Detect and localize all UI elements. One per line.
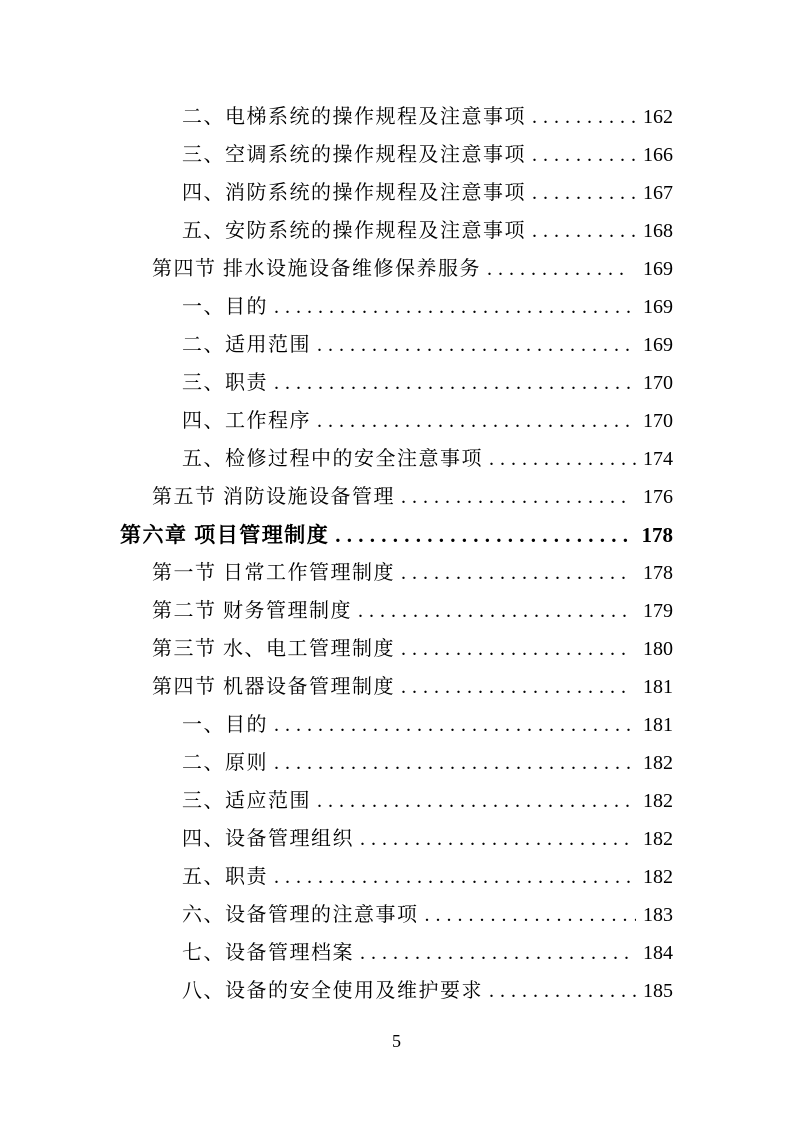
toc-dot-leader <box>401 630 629 668</box>
toc-dot-leader <box>532 136 636 174</box>
toc-entry-label: 第三节 水、电工管理制度 <box>152 638 395 660</box>
toc-entry-label: 二、电梯系统的操作规程及注意事项 <box>182 106 526 128</box>
toc-entry-page-number: 167 <box>643 182 673 204</box>
toc-dot-leader <box>532 212 636 250</box>
toc-entry-page-number: 170 <box>643 410 673 432</box>
toc-dot-leader <box>358 592 629 630</box>
toc-dot-leader <box>274 288 636 326</box>
toc-dot-leader <box>274 744 636 782</box>
toc-entry-label: 七、设备管理档案 <box>182 942 354 964</box>
toc-entry-page-number: 185 <box>643 980 673 1002</box>
toc-entry <box>120 440 673 478</box>
table-of-contents <box>120 98 673 1010</box>
toc-entry <box>120 402 673 440</box>
toc-dot-leader <box>360 934 636 972</box>
toc-dot-leader <box>489 972 636 1010</box>
toc-entry-page-number: 174 <box>643 448 673 470</box>
toc-entry-label: 第四节 排水设施设备维修保养服务 <box>152 258 481 280</box>
toc-entry <box>120 782 673 820</box>
toc-entry-page-number: 169 <box>643 258 673 280</box>
toc-dot-leader <box>335 516 627 554</box>
toc-entry <box>120 364 673 402</box>
toc-entry <box>120 326 673 364</box>
toc-entry <box>120 668 673 706</box>
page-footer <box>0 1030 793 1052</box>
toc-dot-leader <box>489 440 636 478</box>
toc-entry-label: 三、空调系统的操作规程及注意事项 <box>182 144 526 166</box>
toc-entry-page-number: 162 <box>643 106 673 128</box>
toc-entry <box>120 972 673 1010</box>
toc-entry <box>120 250 673 288</box>
toc-dot-leader <box>274 706 636 744</box>
toc-entry <box>120 478 673 516</box>
toc-entry <box>120 706 673 744</box>
toc-entry-page-number: 178 <box>641 523 673 547</box>
toc-entry <box>120 554 673 592</box>
toc-entry <box>120 98 673 136</box>
toc-entry-page-number: 180 <box>643 638 673 660</box>
toc-dot-leader <box>401 554 629 592</box>
toc-entry <box>120 630 673 668</box>
toc-entry-label: 四、消防系统的操作规程及注意事项 <box>182 182 526 204</box>
toc-dot-leader <box>274 364 636 402</box>
toc-entry <box>120 744 673 782</box>
toc-entry <box>120 136 673 174</box>
toc-entry-label: 第四节 机器设备管理制度 <box>152 676 395 698</box>
toc-dot-leader <box>532 98 636 136</box>
toc-entry <box>120 516 673 554</box>
toc-entry-label: 第一节 日常工作管理制度 <box>152 562 395 584</box>
page-number: 5 <box>392 1031 401 1051</box>
toc-entry-label: 二、适用范围 <box>182 334 311 356</box>
toc-entry <box>120 288 673 326</box>
toc-dot-leader <box>401 478 629 516</box>
toc-entry-page-number: 179 <box>643 600 673 622</box>
toc-entry-label: 四、设备管理组织 <box>182 828 354 850</box>
toc-entry-label: 五、职责 <box>182 866 268 888</box>
toc-entry-page-number: 166 <box>643 144 673 166</box>
toc-entry-page-number: 169 <box>643 296 673 318</box>
toc-entry <box>120 212 673 250</box>
toc-dot-leader <box>317 402 636 440</box>
toc-entry-label: 六、设备管理的注意事项 <box>182 904 419 926</box>
toc-entry <box>120 592 673 630</box>
toc-entry-label: 三、适应范围 <box>182 790 311 812</box>
toc-entry <box>120 174 673 212</box>
toc-entry-page-number: 168 <box>643 220 673 242</box>
toc-entry-page-number: 182 <box>643 752 673 774</box>
toc-entry-page-number: 181 <box>643 714 673 736</box>
toc-entry-page-number: 176 <box>643 486 673 508</box>
toc-entry-label: 四、工作程序 <box>182 410 311 432</box>
toc-entry-page-number: 182 <box>643 828 673 850</box>
toc-entry-label: 第六章 项目管理制度 <box>120 523 330 547</box>
toc-dot-leader <box>317 782 636 820</box>
toc-entry-page-number: 170 <box>643 372 673 394</box>
toc-entry-label: 一、目的 <box>182 296 268 318</box>
toc-entry <box>120 934 673 972</box>
toc-entry-label: 五、安防系统的操作规程及注意事项 <box>182 220 526 242</box>
toc-entry-page-number: 184 <box>643 942 673 964</box>
toc-entry-page-number: 183 <box>643 904 673 926</box>
toc-entry-label: 三、职责 <box>182 372 268 394</box>
toc-entry-page-number: 178 <box>643 562 673 584</box>
toc-entry-label: 五、检修过程中的安全注意事项 <box>182 448 483 470</box>
toc-dot-leader <box>532 174 636 212</box>
toc-entry-label: 二、原则 <box>182 752 268 774</box>
toc-entry <box>120 858 673 896</box>
toc-entry <box>120 820 673 858</box>
toc-entry-page-number: 182 <box>643 790 673 812</box>
toc-entry-label: 第二节 财务管理制度 <box>152 600 352 622</box>
toc-entry-page-number: 181 <box>643 676 673 698</box>
toc-entry-page-number: 169 <box>643 334 673 356</box>
toc-entry-label: 八、设备的安全使用及维护要求 <box>182 980 483 1002</box>
toc-dot-leader <box>401 668 629 706</box>
toc-entry <box>120 896 673 934</box>
toc-entry-label: 第五节 消防设施设备管理 <box>152 486 395 508</box>
toc-entry-label: 一、目的 <box>182 714 268 736</box>
toc-dot-leader <box>360 820 636 858</box>
toc-dot-leader <box>317 326 636 364</box>
toc-dot-leader <box>487 250 629 288</box>
toc-dot-leader <box>425 896 637 934</box>
toc-entry-page-number: 182 <box>643 866 673 888</box>
toc-dot-leader <box>274 858 636 896</box>
